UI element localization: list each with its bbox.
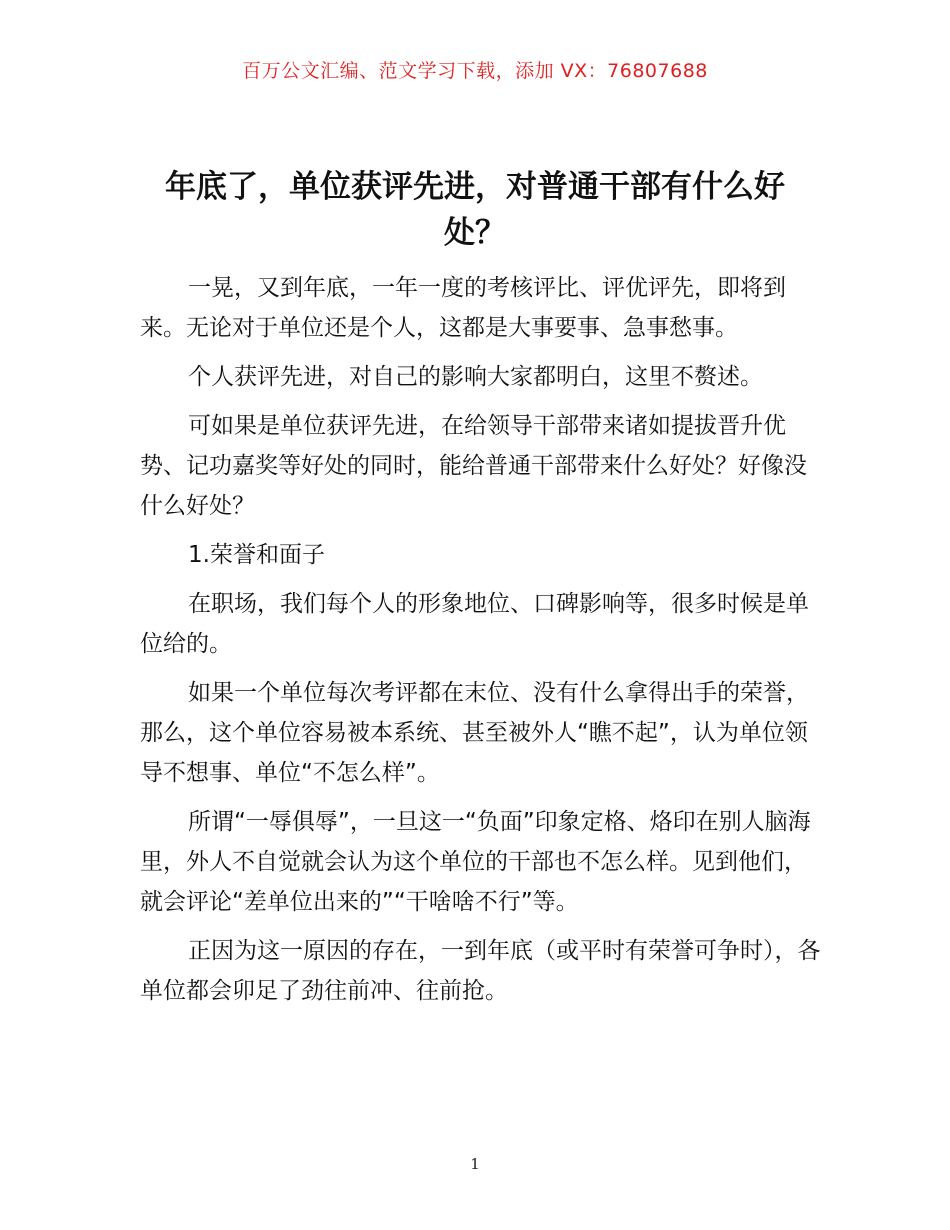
paragraph-year-end: 正因为这一原因的存在，一到年底（或平时有荣誉可争时），各单位都会卯足了劲往前冲、往前抢。: [140, 938, 821, 1004]
paragraph-intro: 一晃，又到年底，一年一度的考核评比、评优评先，即将到来。无论对于单位还是个人，这都是大事要事、急事愁事。: [140, 275, 786, 341]
page-number: 1: [470, 1155, 480, 1173]
promo-header: 百万公文汇编、范文学习下载，添加 VX：76807688: [242, 60, 708, 82]
paragraph-personal: 个人获评先进，对自己的影响大家都明白，这里不赘述。: [188, 364, 763, 390]
paragraph-workplace: 在职场，我们每个人的形象地位、口碑影响等，很多时候是单位给的。: [140, 591, 809, 657]
paragraph-shame: 所谓“一辱俱辱”，一旦这一“负面”印象定格、烙印在别人脑海里，外人不自觉就会认为这个单位的干部也不怎么样。见到他们，就会评论“差单位出来的”“干啥啥不行”等。: [140, 809, 811, 915]
article-body: [140, 268, 825, 1020]
paragraph-last-place: 如果一个单位每次考评都在末位、没有什么拿得出手的荣誉，那么，这个单位容易被本系统、甚至被外人“瞧不起”，认为单位领导不想事、单位“不怎么样”。: [140, 680, 809, 786]
article-title: 年底了，单位获评先进，对普通干部有什么好处？: [165, 169, 785, 251]
paragraph-question: 可如果是单位获评先进，在给领导干部带来诸如提拔晋升优势、记功嘉奖等好处的同时，能给普通干部带来什么好处？好像没什么好处？: [140, 413, 807, 519]
section-heading-honor: 1.荣誉和面子: [188, 542, 325, 568]
